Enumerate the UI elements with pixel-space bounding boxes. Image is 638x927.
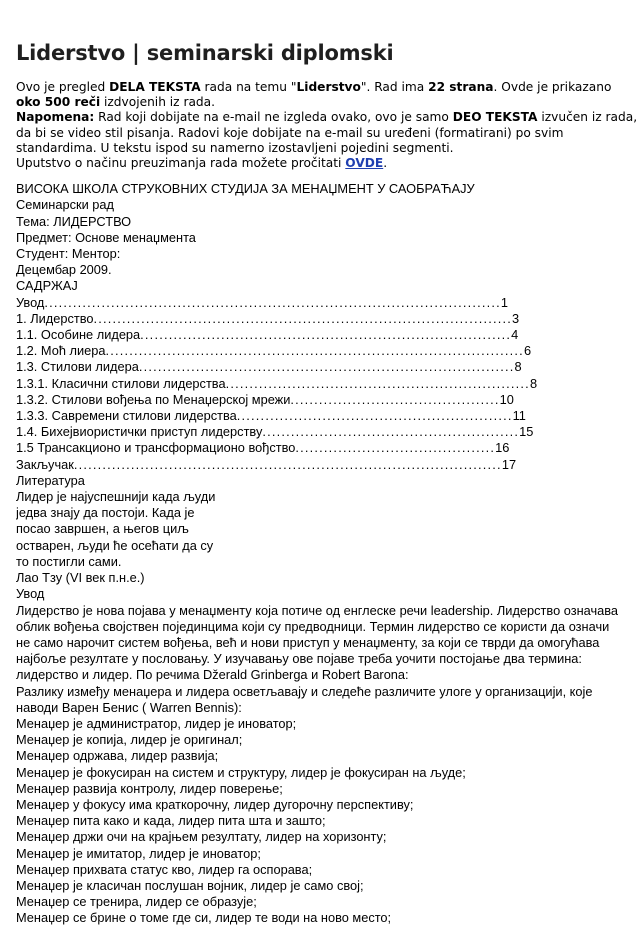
body-line: најбоље резултате у пословању. У изучавању ове појаве треба уочити постојање два термина: <box>16 651 582 667</box>
toc-label: 1.3.3. Савремени стилови лидерства <box>16 408 237 424</box>
note-text: izvučen iz rada, da bi se video stil pisanja. Radovi koje dobijate na e-mail su uređeni (formatirani) po svim standardima. U tekstu ispod su namerno izostavljeni pojedini segmenti. <box>16 110 638 155</box>
intro-bold: 22 strana <box>428 80 494 94</box>
toc-leader-dots: ...................................................... <box>262 424 520 440</box>
toc-entry <box>16 392 638 408</box>
toc-leader-dots: .......................................................................................... <box>73 456 502 472</box>
toc-leader-dots: ................................................................ <box>225 375 530 391</box>
body-line: Менаџер развија контролу, лидер поверење; <box>16 780 283 796</box>
header-line: Семинарски рад <box>16 197 115 213</box>
toc-label: 1.5 Трансакционо и трансформационо вођство <box>16 440 296 456</box>
toc-label: 1. Лидерство <box>16 310 94 326</box>
body-line: Менаџер је копија, лидер је оригинал; <box>16 732 243 748</box>
header-line: Студент: Ментор: <box>16 246 121 262</box>
header-lines <box>16 181 638 294</box>
intro-text: ". Rad ima <box>360 80 429 94</box>
toc-entry <box>16 327 638 343</box>
intro-text: Ovo je pregled <box>16 80 110 94</box>
toc-label: Закључак <box>16 456 74 472</box>
section-title: Увод <box>16 586 45 602</box>
toc-label: Увод <box>16 294 45 310</box>
body-line: Менаџер је администратор, лидер је иноватор; <box>16 715 297 731</box>
quote-line: остварен, људи ће осећати да су <box>16 537 214 553</box>
body-line: Менаџер одржава, лидер развија; <box>16 748 219 764</box>
toc-page-number: 17 <box>501 456 517 472</box>
instructions-paragraph <box>16 156 638 171</box>
body-line: Менаџер пита како и када, лидер пита шта и зашто; <box>16 813 326 829</box>
header-line: ВИСОКА ШКОЛА СТРУКОВНИХ СТУДИЈА ЗА МЕНАЏМЕНТ У САОБРАЋАЈУ <box>16 181 475 197</box>
quote-line: то постигли сами. <box>16 553 122 569</box>
toc-page-number: 8 <box>514 359 522 375</box>
intro-bold: DELA TEKSTA <box>109 80 201 94</box>
toc-entry <box>16 359 638 375</box>
toc-entry <box>16 424 638 440</box>
toc-entry <box>16 343 638 359</box>
body-line: Менаџер прихвата статус кво, лидер га оспорава; <box>16 861 313 877</box>
quote-line: једва знају да постоји. Када је <box>16 505 195 521</box>
table-of-contents <box>16 295 638 473</box>
intro-block <box>16 80 638 171</box>
toc-page-number: 4 <box>511 327 519 343</box>
intro-bold: Liderstvo <box>296 80 361 94</box>
body-line: Лидерство је нова појава у менаџменту која потиче од енглеске речи leadership. Лидерство означава <box>16 602 619 618</box>
toc-label: 1.3.2. Стилови вођења по Менаџерској мрежи <box>16 391 291 407</box>
toc-entry <box>16 376 638 392</box>
quote-line: Лао Тзу (VI век п.н.е.) <box>16 570 145 586</box>
body-line: лидерство и лидер. По речима Džerald Grinberga и Robert Barona: <box>16 667 409 683</box>
toc-label: 1.1. Особине лидера <box>16 327 141 343</box>
body-line: наводи Варен Бенис ( Warren Bennis): <box>16 699 242 715</box>
body-line: Разлику између менаџера и лидера осветљавају и следеће различите улоге у организацији, које <box>16 683 593 699</box>
toc-label: 1.2. Моћ лиера <box>16 343 106 359</box>
toc-leader-dots: ........................................................................................ <box>105 343 524 359</box>
quote-line: посао завршен, а његов циљ <box>16 521 189 537</box>
toc-leader-dots: .............................................................................. <box>140 327 512 343</box>
toc-page-number: 15 <box>519 424 534 440</box>
toc-leader-dots: ............................................................................... <box>138 359 515 375</box>
toc-leader-dots: .......................................................... <box>236 408 513 424</box>
body-line: не само нарочит систем вођења, већ и нови приступ у менаџменту, за који се тврди да омогућава <box>16 634 600 650</box>
instructions-text: Uputstvo o načinu preuzimanja rada možete pročitati <box>16 156 346 171</box>
body-line: Менаџер је класичан послушан војник, лидер је само свој; <box>16 877 364 893</box>
literature-line: Литература <box>16 472 85 488</box>
intro-text: izdvojenih iz rada. <box>100 95 216 110</box>
body-line: Менаџер је фокусиран на систем и структуру, лидер је фокусиран на људе; <box>16 764 466 780</box>
toc-page-number: 16 <box>495 440 510 456</box>
toc-label: 1.3.1. Класични стилови лидерства <box>16 375 226 391</box>
toc-entry <box>16 457 638 473</box>
toc-page-number: 6 <box>523 343 532 359</box>
header-line: САДРЖАЈ <box>16 278 78 294</box>
toc-label: 1.4. Бихејвиористички приступ лидерству <box>16 424 263 440</box>
instructions-link[interactable]: OVDE <box>345 156 384 171</box>
page-title: Liderstvo | seminarski diplomski <box>16 41 394 65</box>
body-line: Менаџер држи очи на крајњем резултату, лидер на хоризонту; <box>16 829 387 845</box>
note-label: Napomena: <box>16 110 95 125</box>
toc-leader-dots: ................................................................................................ <box>44 294 501 310</box>
toc-page-number: 8 <box>529 375 538 391</box>
toc-leader-dots: ........................................................................................ <box>93 310 512 326</box>
body-text <box>16 603 638 927</box>
body-line: Менаџер се брине о томе где си, лидер те води на ново место; <box>16 910 392 926</box>
note-text: Rad koji dobijate na e-mail ne izgleda ovako, ovo je samo <box>94 110 453 125</box>
note-paragraph <box>16 110 638 156</box>
header-line: Предмет: Основе менаџмента <box>16 229 196 245</box>
intro-text: rada na temu " <box>200 80 297 94</box>
intro-bold: oko 500 reči <box>16 95 101 110</box>
toc-entry <box>16 408 638 424</box>
epigraph-quote <box>16 489 226 586</box>
toc-page-number: 1 <box>500 294 509 310</box>
body-line: Менаџер је имитатор, лидер је иноватор; <box>16 845 261 861</box>
body-line: Менаџер се тренира, лидер се образује; <box>16 894 257 910</box>
toc-leader-dots: .......................................... <box>295 440 496 456</box>
toc-page-number: 3 <box>512 310 520 326</box>
intro-text: . Ovde je prikazano <box>493 80 612 94</box>
toc-entry <box>16 295 638 311</box>
header-line: Тема: ЛИДЕРСТВО <box>16 213 132 229</box>
header-line: Децембар 2009. <box>16 262 112 278</box>
quote-line: Лидер је најуспешнији када људи <box>16 489 216 505</box>
toc-entry <box>16 311 638 327</box>
document-body <box>16 181 638 926</box>
instructions-end: . <box>383 156 388 171</box>
body-line: облик вођења својствен појединцима који су предводници. Термин лидерство се користи да означи <box>16 618 610 634</box>
toc-entry <box>16 440 638 456</box>
toc-label: 1.3. Стилови лидера <box>16 359 139 375</box>
body-line: Менаџер у фокусу има краткорочну, лидер дугорочну перспективу; <box>16 796 414 812</box>
note-bold: DEO TEKSTA <box>452 110 538 125</box>
toc-leader-dots: ............................................ <box>290 391 500 407</box>
intro-paragraph <box>16 80 638 110</box>
toc-page-number: 11 <box>512 408 526 424</box>
toc-page-number: 10 <box>499 391 514 407</box>
